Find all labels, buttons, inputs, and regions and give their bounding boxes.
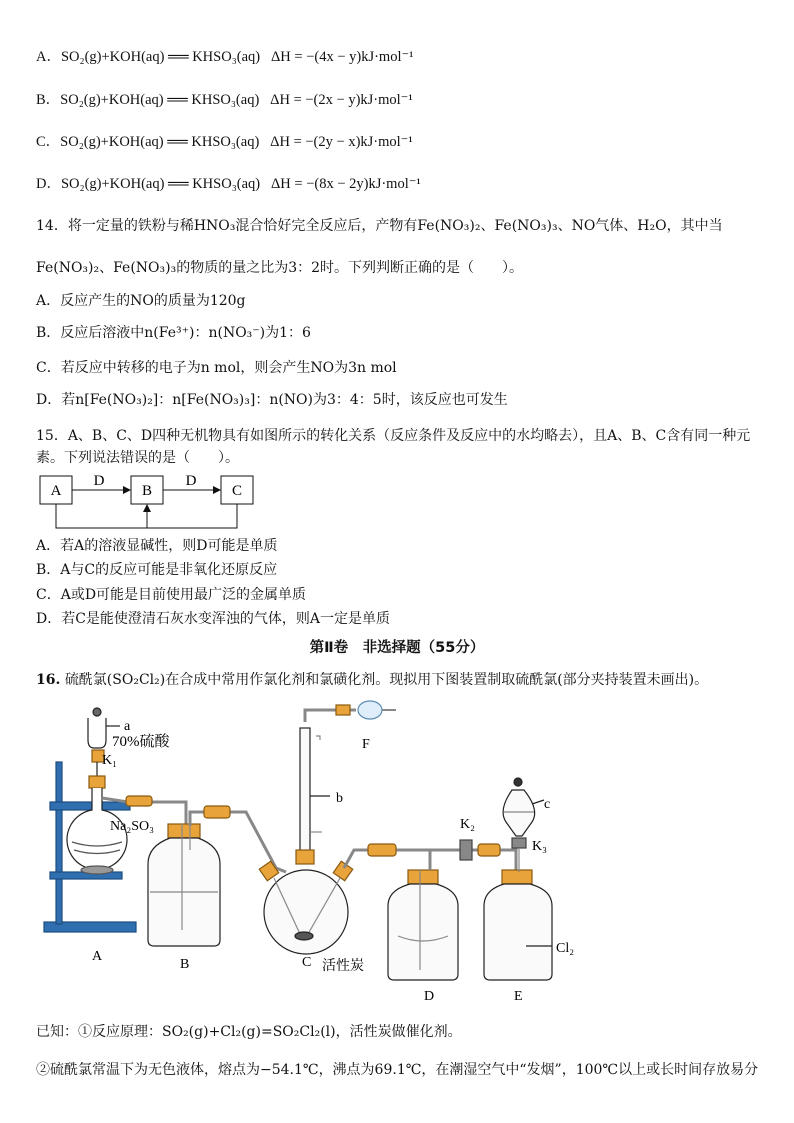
option-label: C． <box>36 134 61 150</box>
q16-stem-text: 硫酰氯(SO₂Cl₂)在合成中常用作氯化剂和氯磺化剂。现拟用下图装置制取硫酰氯(部分夹持装置未画出)。 <box>64 672 709 688</box>
label-k2: K₂ <box>460 817 475 832</box>
label-cl2: Cl₂ <box>556 941 575 956</box>
apparatus-diagram <box>36 700 766 1010</box>
condenser-b <box>300 728 310 852</box>
q15-option-d: D．若C是能使澄清石灰水变浑浊的气体，则A一定是单质 <box>36 611 391 627</box>
bottle-d <box>388 884 458 980</box>
connector-cd <box>368 844 396 856</box>
q14-option-a: A．反应产生的NO的质量为120g <box>36 293 246 309</box>
connector-bc <box>204 806 230 818</box>
label-apparatus-a: A <box>92 949 103 964</box>
label-c-funnel: c <box>544 797 551 812</box>
q15-option-a: A．若A的溶液显碱性，则D可能是单质 <box>36 538 278 554</box>
label-apparatus-d: D <box>424 989 435 1004</box>
q15-option-b: B．A与C的反应可能是非氧化还原反应 <box>36 562 278 578</box>
option-label: A． <box>36 49 61 65</box>
drying-tube-f <box>358 701 382 719</box>
tap-k3 <box>512 838 526 848</box>
q16-known-2: ②硫酰氯常温下为无色液体，熔点为−54.1℃，沸点为69.1℃，在潮湿空气中“发烟”，100℃以上或长时间存放易分 <box>36 1062 759 1078</box>
label-apparatus-b: B <box>180 957 190 972</box>
stand-rod <box>56 762 62 924</box>
q13-option-b <box>36 90 413 110</box>
q13-option-a <box>36 47 413 67</box>
q13-option-d <box>36 174 421 194</box>
bottle-e <box>484 884 552 980</box>
equation: SO₂(g)+KOH(aq) ══ KHSO₃(aq) <box>60 92 260 108</box>
q15-option-c: C．A或D可能是目前使用最广泛的金属单质 <box>36 587 307 603</box>
enthalpy: ΔH = −(8x − 2y)kJ·mol⁻¹ <box>270 176 421 192</box>
tap-k2 <box>460 840 472 860</box>
label-activated-carbon: 活性炭 <box>322 959 364 974</box>
equation: SO₂(g)+KOH(aq) ══ KHSO₃(aq) <box>60 134 260 150</box>
bottle-d-cap <box>408 870 438 884</box>
section-title: 第Ⅱ卷 非选择题（55分） <box>309 640 485 656</box>
tube-d-e <box>430 850 516 872</box>
label-a: A <box>50 483 62 499</box>
label-sulfuric-acid: 70%硫酸 <box>112 734 170 750</box>
label-a-funnel: a <box>124 719 131 734</box>
label-b-condenser: b <box>336 791 343 806</box>
bottle-b-cap <box>168 824 200 838</box>
enthalpy: ΔH = −(2y − x)kJ·mol⁻¹ <box>270 134 413 150</box>
connector-ab <box>126 796 152 806</box>
separatory-funnel-c <box>503 790 535 836</box>
label-apparatus-c: C <box>302 955 312 970</box>
q14-stem-line2: Fe(NO₃)₂、Fe(NO₃)₃的物质的量之比为3：2时。下列判断正确的是（ ）。 <box>36 260 524 276</box>
label-f: F <box>362 737 370 752</box>
q14-stem-line1: 14．将一定量的铁粉与稀HNO₃混合恰好完全反应后，产物有Fe(NO₃)₂、Fe(NO₃)₃、NO气体、H₂O，其中当 <box>36 218 723 234</box>
q14-option-b: B．反应后溶液中n(Fe³⁺)：n(NO₃⁻)为1：6 <box>36 325 311 341</box>
enthalpy: ΔH = −(4x − y)kJ·mol⁻¹ <box>270 49 414 65</box>
label-d-2: D <box>185 473 197 489</box>
bottle-e-cap <box>502 870 532 884</box>
option-label: D． <box>36 176 61 192</box>
q14-option-c: C．若反应中转移的电子为n mol，则会产生NO为3n mol <box>36 360 397 376</box>
flask-c-neck-stopper <box>296 850 314 864</box>
flask-a-stopper <box>89 776 105 788</box>
label-na2so3: Na₂SO₃ <box>110 819 154 834</box>
label-k1: K₁ <box>102 753 117 768</box>
q15-stem-line2: 素。下列说法错误的是（ ）。 <box>36 450 239 466</box>
q13-option-c <box>36 132 413 152</box>
q14-option-d: D．若n[Fe(NO₃)₂]：n[Fe(NO₃)₃]：n(NO)为3：4：5时，该反应也可发生 <box>36 392 508 408</box>
option-label: B． <box>36 92 61 108</box>
label-b: B <box>141 483 153 499</box>
question-number: 16. <box>36 672 61 688</box>
clamp-upper <box>50 802 130 810</box>
q16-known-1: 已知：①反应原理：SO₂(g)+Cl₂(g)=SO₂Cl₂(l)，活性炭做催化剂。 <box>36 1024 462 1040</box>
label-k3: K₃ <box>532 839 547 854</box>
funnel-a <box>88 718 106 748</box>
q15-conversion-diagram <box>36 470 266 532</box>
equation: SO₂(g)+KOH(aq) ══ KHSO₃(aq) <box>60 49 261 65</box>
q16-stem <box>36 670 708 690</box>
label-c: C <box>231 483 243 499</box>
funnel-stopper <box>93 708 101 716</box>
label-apparatus-e: E <box>514 989 523 1004</box>
equation: SO₂(g)+KOH(aq) ══ KHSO₃(aq) <box>60 176 261 192</box>
enthalpy: ΔH = −(2x − y)kJ·mol⁻¹ <box>270 92 413 108</box>
q15-stem-line1: 15．A、B、C、D四种无机物具有如图所示的转化关系（反应条件及反应中的水均略去），且A、B、C含有同一种元 <box>36 428 751 444</box>
label-d-1: D <box>93 473 105 489</box>
